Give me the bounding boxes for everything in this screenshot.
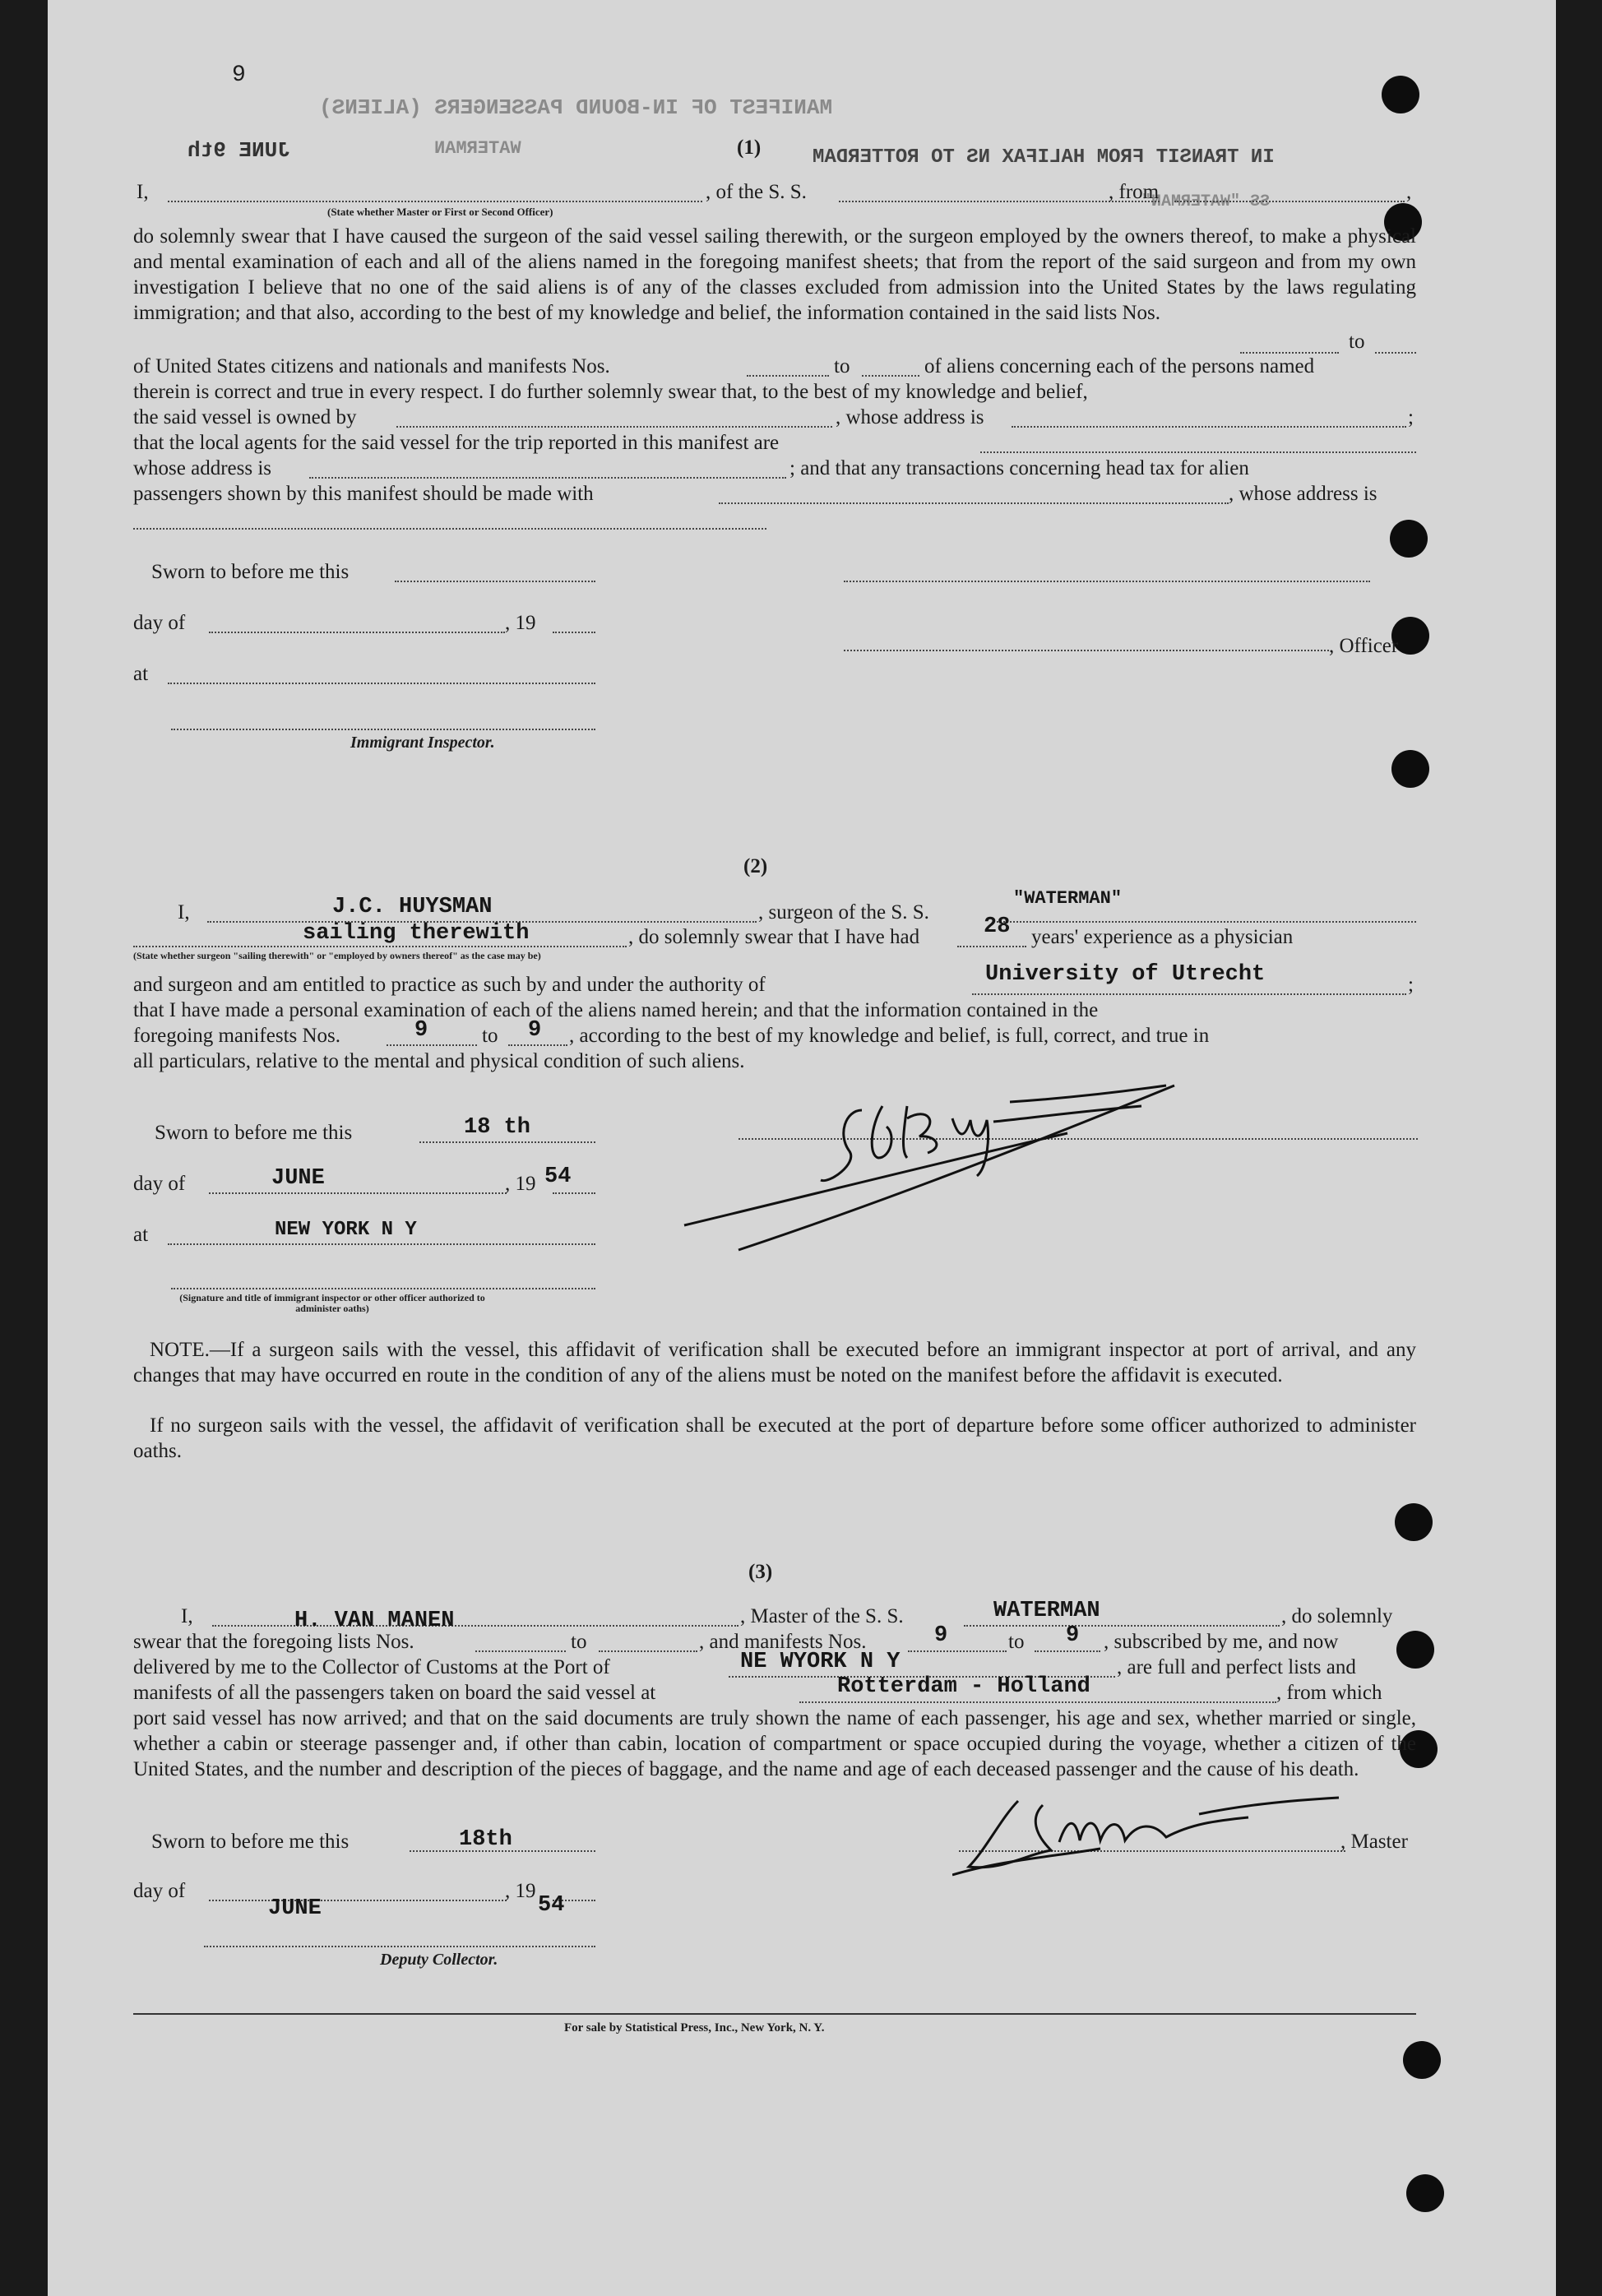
s3-sworn: Sworn to before me this (151, 1831, 350, 1853)
s1-nineteen: , 19 (505, 612, 536, 634)
s3-to-no: 9 (1066, 1623, 1080, 1648)
s3-ship-line (964, 1625, 1280, 1627)
bleed-title: MANIFEST OF IN-BOUND PASSENGERS (ALIENS) (319, 95, 833, 120)
s2-authority-a: and surgeon and am entitled to practice as such by and under the authority of (133, 974, 766, 996)
s2-at-line (168, 1243, 595, 1245)
s1-at: at (133, 663, 149, 685)
s2-authority-end: ; (1408, 974, 1414, 996)
s1-to2: to (834, 355, 850, 377)
s2-nineteen: , 19 (505, 1173, 536, 1195)
s2-year: 54 (544, 1164, 572, 1189)
s2-sailing-line (133, 946, 627, 947)
s1-addr-a: whose address is (133, 457, 272, 479)
s1-passengers-a: passengers shown by this manifest should be made with (133, 483, 594, 505)
s2-i-label: I, (178, 901, 190, 923)
s1-citizens-b: of aliens concerning each of the persons named (924, 355, 1315, 377)
punch-hole (1395, 1503, 1433, 1541)
s1-owned-b: , whose address is (836, 406, 984, 428)
s2-solemnly: , do solemnly swear that I have had (628, 926, 920, 948)
s3-ship: WATERMAN (993, 1599, 1100, 1623)
s2-to-no: 9 (528, 1018, 542, 1043)
s1-state-note: (State whether Master or First or Second Officer) (327, 206, 553, 218)
s1-from: , from (1109, 181, 1160, 203)
s2-day-line (209, 1192, 507, 1194)
s1-list-line-b (1375, 352, 1416, 354)
s3-to1: to (571, 1631, 587, 1653)
s2-ship-line (997, 921, 1416, 923)
footer-imprint: For sale by Statistical Press, Inc., New York, N. Y. (564, 2021, 825, 2034)
s3-day-of: day of (133, 1880, 186, 1902)
bleed-ship: WATERMAN (434, 138, 521, 159)
s2-ship: "WATERMAN" (1013, 888, 1123, 909)
s1-day-of: day of (133, 612, 186, 634)
s1-inspector-line (171, 729, 595, 730)
s2-sworn: Sworn to before me this (155, 1122, 353, 1144)
s3-name-line (212, 1625, 738, 1627)
s3-subscribed: , subscribed by me, and now (1104, 1631, 1339, 1653)
s2-to: to (482, 1025, 498, 1047)
s2-sailing: sailing therewith (303, 921, 530, 946)
s2-years: 28 (984, 914, 1011, 939)
s1-officer: , Officer (1329, 635, 1399, 657)
punch-hole (1391, 750, 1429, 788)
s2-foregoing-a: foregoing manifests Nos. (133, 1025, 341, 1047)
s3-solemnly: , do solemnly (1281, 1605, 1393, 1627)
s2-surgeon-of: , surgeon of the S. S. (758, 901, 929, 923)
s2-month: JUNE (271, 1166, 325, 1191)
bleed-route: IN TRANSIT FROM HALIFAX NS TO ROTTERDAM (813, 146, 1275, 169)
s1-from-line (1174, 201, 1405, 202)
s3-lists-line-a (475, 1650, 566, 1652)
section-2-number: (2) (743, 855, 768, 877)
s2-experience: years' experience as a physician (1031, 926, 1294, 948)
s1-citizens-a: of United States citizens and nationals and manifests Nos. (133, 355, 610, 377)
s2-sworn-line (419, 1141, 595, 1143)
s3-origin-line (799, 1701, 1276, 1703)
s1-of-ss: , of the S. S. (706, 181, 807, 203)
s3-master-name: H. VAN MANEN (294, 1609, 455, 1633)
s1-at-line (168, 683, 595, 684)
s1-man-line-a (747, 375, 829, 377)
s2-note-2: If no surgeon sails with the vessel, the affidavit of verification shall be executed at the port of departure before some officer authorized to administer oaths. (133, 1414, 1416, 1462)
punch-hole (1406, 2174, 1444, 2212)
s3-nineteen: , 19 (505, 1880, 536, 1902)
s3-man-line-b (1035, 1650, 1100, 1652)
s1-owned-a: the said vessel is owned by (133, 406, 357, 428)
punch-hole (1396, 1631, 1434, 1669)
s2-from-line (387, 1044, 477, 1046)
s3-lists-line-b (599, 1650, 697, 1652)
master-signature (952, 1768, 1347, 1883)
s2-from-no: 9 (414, 1018, 428, 1043)
s3-delivered-b: , are full and perfect lists and (1117, 1656, 1356, 1678)
s1-correct: therein is correct and true in every respect. I do further solemnly swear that, to the best of my knowledge and belief, (133, 381, 1088, 403)
s3-man-line-a (908, 1650, 1007, 1652)
s1-agents: that the local agents for the said vessel for the trip reported in this manifest are (133, 432, 780, 454)
page-number: 9 (232, 62, 246, 88)
s3-manifests-b: , from which (1276, 1682, 1382, 1704)
s1-officer-sign-line (844, 650, 1329, 651)
s1-addr-line (309, 477, 786, 479)
s3-year: 54 (538, 1893, 565, 1918)
s1-sworn: Sworn to before me this (151, 561, 350, 583)
s3-sworn-day: 18th (459, 1827, 512, 1852)
s1-body: do solemnly swear that I have caused the surgeon of the said vessel sailing therewith, or the surgeon employed by the owners thereof, to make a physical and mental examination of each and all of the aliens named in the foregoing manifest sheets; that from the report of the said surgeon and from my own investigation I believe that no one of the said aliens is of any of the classes excluded from admission into the United States by the laws regulating immigration; and that also, according to the best of my knowledge and belief, the information contained in the said lists Nos. (133, 225, 1416, 324)
s1-owner-addr-line (1012, 426, 1406, 428)
s2-at: at (133, 1224, 149, 1246)
s2-year-line (553, 1192, 595, 1194)
s2-personal: that I have made a personal examination of each of the aliens named herein; and that the information contained in the (133, 999, 1099, 1021)
s3-master: , Master (1340, 1831, 1408, 1853)
s1-comma: , (1406, 181, 1412, 203)
s3-deputy-line (204, 1946, 595, 1947)
s1-passengers-line (719, 502, 1229, 504)
s1-owner-line (396, 426, 832, 428)
s3-origin: Rotterdam - Holland (837, 1674, 1090, 1699)
s1-name-line (168, 201, 702, 202)
s1-officer-line (844, 581, 1370, 582)
s2-surgeon-name: J.C. HUYSMAN (332, 895, 493, 919)
s1-inspector: Immigrant Inspector. (350, 734, 495, 752)
s3-delivered-a: delivered by me to the Collector of Customs at the Port of (133, 1656, 610, 1678)
s3-manifests-a: manifests of all the passengers taken on board the said vessel at (133, 1682, 656, 1704)
s2-sig-note: (Signature and title of immigrant inspector or other officer authorized to administer oaths) (179, 1292, 485, 1314)
s1-year-line (553, 632, 595, 633)
s1-sworn-line (395, 581, 595, 582)
punch-hole (1382, 76, 1419, 113)
s3-manifests: , and manifests Nos. (699, 1631, 867, 1653)
s2-foregoing-b: , according to the best of my knowledge and belief, is full, correct, and true in (569, 1025, 1210, 1047)
s2-place: NEW YORK N Y (275, 1219, 417, 1241)
s2-authority-line (972, 993, 1406, 995)
section-3-number: (3) (748, 1561, 773, 1583)
s2-sworn-day: 18 th (464, 1115, 531, 1140)
s3-day-line (209, 1900, 507, 1901)
s2-particulars: all particulars, relative to the mental and physical condition of such aliens. (133, 1050, 745, 1072)
bleed-ss: SS "WATERMAN" (1141, 192, 1271, 211)
s3-deputy: Deputy Collector. (380, 1951, 498, 1969)
footer-rule (133, 2013, 1416, 2015)
s3-month: JUNE (268, 1896, 322, 1921)
s1-man-line-b (862, 375, 919, 377)
s1-owned-end: ; (1408, 406, 1414, 428)
s3-master-of: , Master of the S. S. (740, 1605, 904, 1627)
s1-agents-line (980, 451, 1416, 453)
s1-day-line (209, 632, 505, 633)
s2-years-line (957, 946, 1026, 947)
manifest-page (48, 0, 1556, 2296)
s1-addr-b: ; and that any transactions concerning head tax for alien (789, 457, 1249, 479)
punch-hole (1390, 520, 1428, 558)
s2-note-1: NOTE.—If a surgeon sails with the vessel, this affidavit of verification shall be executed before an immigrant inspector at port of arrival, and any changes that may have occurred en route in the condition of any of the aliens must be noted on the manifest before the affidavit is executed. (133, 1339, 1416, 1386)
s2-officer-line (171, 1288, 595, 1289)
s2-authority: University of Utrecht (985, 962, 1266, 987)
s1-passengers-b: , whose address is (1229, 483, 1377, 505)
bleed-date: JUNE 9th (188, 138, 290, 163)
s3-port: NE WYORK N Y (740, 1650, 901, 1674)
s3-to2: to (1008, 1631, 1025, 1653)
s3-from-no: 9 (934, 1623, 948, 1648)
s1-to1: to (1349, 331, 1365, 353)
s2-state-note: (State whether surgeon "sailing therewith" or "employed by owners thereof" as the case may be) (133, 950, 541, 961)
s1-i-label: I, (137, 181, 149, 203)
s2-day-of: day of (133, 1173, 186, 1195)
s3-body: port said vessel has now arrived; and that on the said documents are truly shown the name of each passenger, his age and sex, whether married or single, whether a cabin or steerage passenger and, if other than cabin, location of compartment or space occupied during the voyage, whether a citizen of the United States, and the number and description of the pieces of baggage, and the name and age of each deceased passenger and the cause of his death. (133, 1707, 1416, 1780)
s1-passengers-line-2 (133, 528, 766, 530)
surgeon-signature (681, 1061, 1289, 1258)
s2-to-line (508, 1044, 567, 1046)
s3-i-label: I, (181, 1605, 193, 1627)
s3-swear-a: swear that the foregoing lists Nos. (133, 1631, 414, 1653)
punch-hole (1403, 2041, 1441, 2079)
section-1-number: (1) (737, 137, 762, 159)
